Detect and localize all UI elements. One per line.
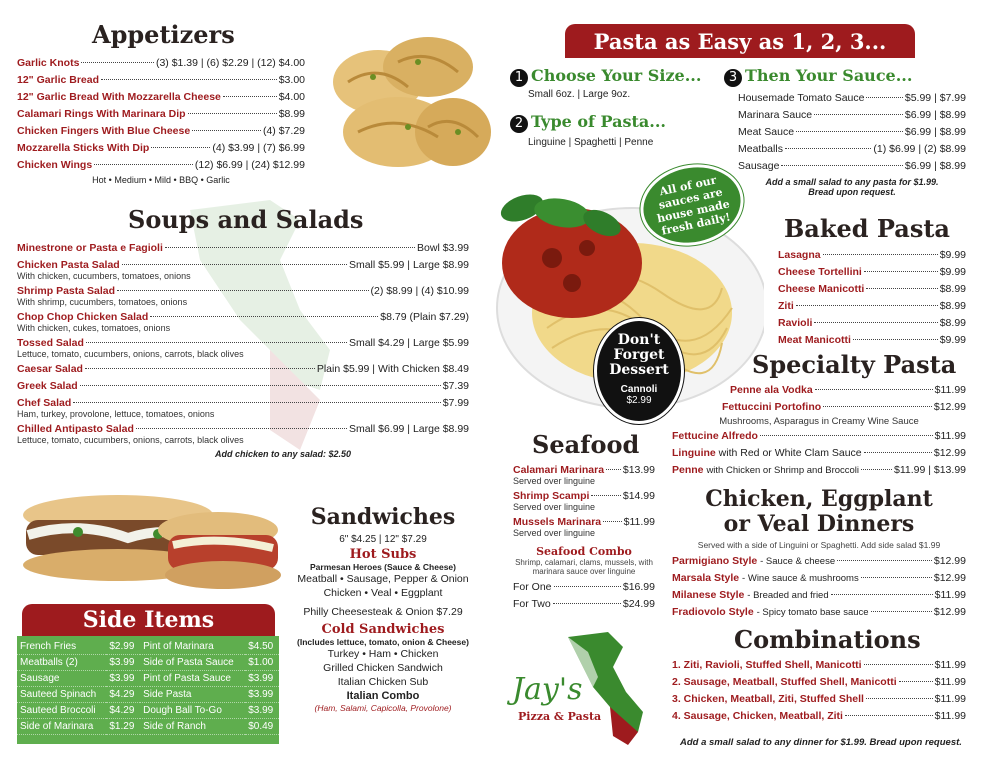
item-desc: Served over linguine xyxy=(513,528,596,538)
baked-pasta-title: Baked Pasta xyxy=(784,214,950,243)
cold-sandwiches-sub: (Includes lettuce, tomato, onion & Cheese) xyxy=(297,637,469,647)
cold-line1: Turkey • Ham • Chicken xyxy=(327,648,439,660)
list-item: Meat Sauce $6.99 | $8.99 xyxy=(738,126,966,138)
list-item: Cheese Tortellini $9.99 xyxy=(778,266,966,278)
appetizers-list xyxy=(17,55,305,185)
list-item: Chilled Antipasto Salad Small $6.99 | Large $8.99 xyxy=(17,423,469,435)
cold-line3: Italian Chicken Sub xyxy=(337,676,429,688)
soups-list xyxy=(17,240,469,459)
item-desc: Mushrooms, Asparagus in Creamy Wine Sauce xyxy=(719,416,919,427)
list-item: Marinara Sauce $6.99 | $8.99 xyxy=(738,109,966,121)
list-item: Caesar Salad Plain $5.99 | With Chicken $8.49 xyxy=(17,363,469,375)
list-item: Penne with Chicken or Shrimp and Broccoli $11.99 | $13.99 xyxy=(672,464,966,476)
list-item: For One $16.99 xyxy=(513,581,655,593)
pasta-banner: Pasta as Easy as 1, 2, 3... xyxy=(565,24,915,58)
sandwiches-title: Sandwiches xyxy=(310,504,456,530)
step-number-2: 2 xyxy=(510,115,528,133)
list-item: Linguine with Red or White Clam Sauce $12.99 xyxy=(672,447,966,459)
appetizers-title: Appetizers xyxy=(92,20,235,49)
item-desc: Ham, turkey, provolone, lettuce, tomatoes, onions xyxy=(17,409,215,419)
list-item: Milanese Style - Breaded and fried $11.99 xyxy=(672,589,966,601)
item-desc: With chicken, cucumbers, tomatoes, onions xyxy=(17,271,191,281)
table-row: French Fries $2.99 Pint of Marinara $4.50 xyxy=(17,639,279,655)
list-item: Mussels Marinara $11.99 xyxy=(513,516,655,528)
soups-title: Soups and Salads xyxy=(128,205,364,234)
list-item: Chef Salad $7.99 xyxy=(17,397,469,409)
seafood-list xyxy=(513,462,655,613)
sandwiches-section xyxy=(288,504,478,713)
list-item: Ravioli $8.99 xyxy=(778,317,966,329)
combinations-list xyxy=(672,657,966,725)
garlic-knots-image xyxy=(318,22,496,187)
list-item: Tossed Salad Small $4.29 | Large $5.99 xyxy=(17,337,469,349)
list-item: Marsala Style - Wine sauce & mushrooms $12.99 xyxy=(672,572,966,584)
logo-name: Jay's xyxy=(512,672,583,707)
list-item: Parmigiano Style - Sauce & cheese $12.99 xyxy=(672,555,966,567)
list-item: 4. Sausage, Chicken, Meatball, Ziti $11.99 xyxy=(672,710,966,722)
dinner-note: Add a small salad to any dinner for $1.99. Bread upon request. xyxy=(680,737,962,748)
italian-combo-desc: (Ham, Salami, Capicolla, Provolone) xyxy=(314,703,452,713)
list-item: Fettuccini Portofino $12.99 xyxy=(722,401,966,413)
list-item: For Two $24.99 xyxy=(513,598,655,610)
sandwich-sizes: 6" $4.25 | 12" $7.29 xyxy=(339,534,427,545)
table-row: Meatballs (2) $3.99 Side of Pasta Sauce $1.00 xyxy=(17,655,279,671)
hot-subs-sub: Parmesan Heroes (Sauce & Cheese) xyxy=(310,562,456,572)
list-item: Meatballs (1) $6.99 | (2) $8.99 xyxy=(738,143,966,155)
list-item: 1. Ziti, Ravioli, Stuffed Shell, Manicotti $11.99 xyxy=(672,659,966,671)
step2-title: Type of Pasta... xyxy=(531,112,666,131)
fresh-sauce-badge: All of our sauces are house made fresh daily! xyxy=(633,155,751,255)
side-items-title: Side Items xyxy=(22,604,275,636)
pasta-step-2 xyxy=(510,112,666,148)
table-row: Side of Marinara $1.29 Side of Ranch $0.49 xyxy=(17,719,279,735)
table-row: Sauteed Broccoli $4.29 Dough Ball To-Go $3.99 xyxy=(17,703,279,719)
list-item: 2. Sausage, Meatball, Stuffed Shell, Manicotti $11.99 xyxy=(672,676,966,688)
list-item: Sausage $6.99 | $8.99 xyxy=(738,160,966,172)
dinners-title xyxy=(672,487,966,537)
dinners-title-line2: or Veal Dinners xyxy=(723,511,915,537)
table-row: Sausage $3.99 Pint of Pasta Sauce $3.99 xyxy=(17,671,279,687)
step2-text: Linguine | Spaghetti | Penne xyxy=(528,137,654,148)
side-items-panel xyxy=(17,636,279,744)
pasta-step-1 xyxy=(510,66,701,100)
list-item: Penne ala Vodka $11.99 xyxy=(730,384,966,396)
seafood-title: Seafood xyxy=(532,430,640,459)
list-item: Shrimp Pasta Salad (2) $8.99 | (4) $10.99 xyxy=(17,285,469,297)
item-desc: Served over linguine xyxy=(513,502,596,512)
step1-text: Small 6oz. | Large 9oz. xyxy=(528,89,631,100)
table-row: Sauteed Spinach $4.29 Side Pasta $3.99 xyxy=(17,687,279,703)
cold-line2: Grilled Chicken Sandwich xyxy=(323,662,443,674)
list-item: Fettucine Alfredo $11.99 xyxy=(672,430,966,442)
list-item: Calamari Marinara $13.99 xyxy=(513,464,655,476)
cannoli-price: $2.99 xyxy=(626,395,652,406)
dessert-line1: Don't xyxy=(617,332,661,348)
dinners-title-line1: Chicken, Eggplant xyxy=(705,486,933,512)
list-item: Chop Chop Chicken Salad $8.79 (Plain $7.29) xyxy=(17,311,469,323)
cold-sandwiches-title: Cold Sandwiches xyxy=(321,622,445,637)
sandwich-image xyxy=(18,490,283,595)
list-item: Calamari Rings With Marinara Dip $8.99 xyxy=(17,108,305,120)
dinners-list xyxy=(672,553,966,621)
list-item: Greek Salad $7.39 xyxy=(17,380,469,392)
list-item: 12" Garlic Bread $3.00 xyxy=(17,74,305,86)
step3-title: Then Your Sauce... xyxy=(745,66,913,85)
side-items-table xyxy=(17,639,279,735)
step1-title: Choose Your Size... xyxy=(531,66,702,85)
salad-note: Add chicken to any salad: $2.50 xyxy=(214,449,352,459)
item-desc: Lettuce, tomato, cucumbers, onions, carrots, black olives xyxy=(17,435,244,445)
specialty-pasta-title: Specialty Pasta xyxy=(752,350,957,379)
sauce-list xyxy=(738,90,966,197)
item-desc: With shrimp, cucumbers, tomatoes, onions xyxy=(17,297,188,307)
list-item: Minestrone or Pasta e Fagioli Bowl $3.99 xyxy=(17,242,469,254)
list-item: Garlic Knots (3) $1.39 | (6) $2.29 | (12) $4.00 xyxy=(17,57,305,69)
step-number-3: 3 xyxy=(724,69,742,87)
logo-sub: Pizza & Pasta xyxy=(518,710,602,723)
dessert-badge xyxy=(594,318,684,424)
list-item: Chicken Pasta Salad Small $5.99 | Large $8.99 xyxy=(17,259,469,271)
list-item: 3. Chicken, Meatball, Ziti, Stuffed Shell $11.99 xyxy=(672,693,966,705)
item-desc: Served over linguine xyxy=(513,476,596,486)
step-number-1: 1 xyxy=(510,69,528,87)
list-item: Cheese Manicotti $8.99 xyxy=(778,283,966,295)
cannoli-label: Cannoli xyxy=(620,384,658,395)
hot-subs-line1: Meatball • Sausage, Pepper & Onion xyxy=(297,573,469,585)
list-item: Meat Manicotti $9.99 xyxy=(778,334,966,346)
list-item: Chicken Fingers With Blue Cheese (4) $7.29 xyxy=(17,125,305,137)
item-desc: With chicken, cukes, tomatoes, onions xyxy=(17,323,171,333)
specialty-list xyxy=(672,382,966,479)
list-item: Fradiovolo Style - Spicy tomato base sauce $12.99 xyxy=(672,606,966,618)
italian-combo: Italian Combo xyxy=(346,690,420,702)
cheesesteak: Philly Cheesesteak & Onion $7.29 xyxy=(303,606,463,618)
list-item: Mozzarella Sticks With Dip (4) $3.99 | (7) $6.99 xyxy=(17,142,305,154)
combinations-title: Combinations xyxy=(734,625,921,654)
seafood-combo-title: Seafood Combo xyxy=(536,545,632,558)
wing-flavors: Hot • Medium • Mild • BBQ • Garlic xyxy=(92,175,230,185)
list-item: Housemade Tomato Sauce $5.99 | $7.99 xyxy=(738,92,966,104)
dessert-line2: Forget xyxy=(613,347,665,363)
hot-subs-title: Hot Subs xyxy=(349,547,417,562)
baked-list xyxy=(778,247,966,349)
item-desc: Lettuce, tomato, cucumbers, onions, carrots, black olives xyxy=(17,349,244,359)
list-item: Shrimp Scampi $14.99 xyxy=(513,490,655,502)
list-item: Chicken Wings (12) $6.99 | (24) $12.99 xyxy=(17,159,305,171)
list-item: Lasagna $9.99 xyxy=(778,249,966,261)
hot-subs-line2: Chicken • Veal • Eggplant xyxy=(323,587,443,599)
pasta-note-2: Bread upon request. xyxy=(808,187,896,197)
pasta-step-3 xyxy=(724,66,912,87)
pasta-note-1: Add a small salad to any pasta for $1.99. xyxy=(765,177,939,187)
dinners-sub: Served with a side of Linguini or Spaghetti. Add side salad $1.99 xyxy=(697,540,941,550)
jays-logo xyxy=(508,632,658,747)
seafood-combo-desc: Shrimp, calamari, clams, mussels, with marinara sauce over linguine xyxy=(515,558,653,576)
list-item: Ziti $8.99 xyxy=(778,300,966,312)
list-item: 12" Garlic Bread With Mozzarella Cheese $4.00 xyxy=(17,91,305,103)
dessert-line3: Dessert xyxy=(609,362,669,378)
